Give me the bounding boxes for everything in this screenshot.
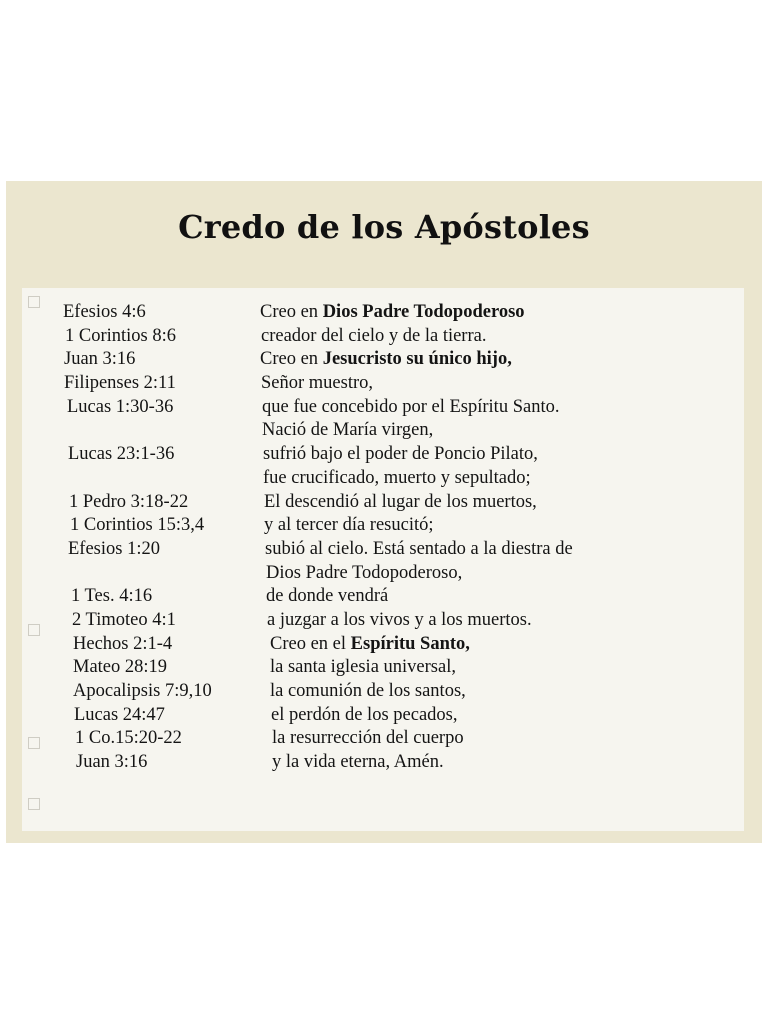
list-item: [22, 751, 744, 775]
scripture-reference: 1 Tes. 4:16: [71, 586, 153, 607]
creed-line: fue crucificado, muerto y sepultado;: [263, 467, 531, 488]
bleed-checkbox-mark: [28, 798, 40, 810]
scripture-reference: 1 Corintios 8:6: [65, 325, 177, 346]
scripture-reference: Efesios 4:6: [63, 302, 146, 322]
page-title: Credo de los Apóstoles: [178, 208, 590, 246]
list-item: [22, 467, 744, 491]
scripture-reference: Lucas 23:1-36: [68, 444, 175, 465]
creed-line: y la vida eterna, Amén.: [272, 752, 444, 773]
scripture-reference: Filipenses 2:11: [64, 373, 176, 394]
creed-line: El descendió al lugar de los muertos,: [264, 491, 537, 512]
list-item: [22, 491, 744, 515]
creed-line: el perdón de los pecados,: [271, 704, 458, 725]
scripture-reference: Hechos 2:1-4: [73, 633, 173, 654]
list-item: [22, 633, 744, 657]
list-item: [22, 538, 744, 562]
creed-list: [22, 301, 744, 775]
creed-line: sufrió bajo el poder de Poncio Pilato,: [263, 444, 538, 465]
creed-line: Creo en el Espíritu Santo,: [270, 633, 470, 654]
creed-line: Creo en Dios Padre Todopoderoso: [260, 302, 525, 322]
creed-line: de donde vendrá: [266, 586, 389, 607]
list-item: [22, 656, 744, 680]
list-item: [22, 396, 744, 420]
creed-line: a juzgar a los vivos y a los muertos.: [267, 609, 532, 630]
scripture-reference: 1 Co.15:20-22: [75, 728, 182, 749]
scripture-reference: Juan 3:16: [64, 349, 136, 370]
list-item: [22, 609, 744, 633]
list-item: [22, 325, 744, 349]
list-item: [22, 727, 744, 751]
creed-line: Nació de María virgen,: [262, 420, 434, 441]
creed-line: creador del cielo y de la tierra.: [261, 325, 487, 346]
scripture-reference: 1 Corintios 15:3,4: [70, 515, 205, 536]
list-item: [22, 562, 744, 586]
list-item: [22, 704, 744, 728]
scripture-reference: Mateo 28:19: [73, 657, 168, 678]
list-item: [22, 585, 744, 609]
list-item: [22, 443, 744, 467]
scripture-reference: Apocalipsis 7:9,10: [73, 681, 212, 701]
scanned-page: [22, 288, 744, 831]
creed-line: la comunión de los santos,: [270, 681, 466, 701]
scripture-reference: 2 Timoteo 4:1: [72, 609, 176, 630]
scripture-reference: Efesios 1:20: [68, 538, 160, 559]
list-item: [22, 680, 744, 704]
scripture-reference: Lucas 1:30-36: [67, 396, 174, 417]
creed-line: subió al cielo. Está sentado a la diestra de: [265, 538, 573, 559]
creed-line: Creo en Jesucristo su único hijo,: [260, 349, 512, 370]
creed-line: y al tercer día resucitó;: [264, 515, 434, 536]
slide: [6, 181, 762, 843]
list-item: [22, 514, 744, 538]
list-item: [22, 301, 744, 325]
scripture-reference: Juan 3:16: [76, 752, 148, 773]
list-item: [22, 348, 744, 372]
list-item: [22, 372, 744, 396]
creed-line: Dios Padre Todopoderoso,: [266, 562, 463, 583]
creed-line: la santa iglesia universal,: [270, 657, 456, 678]
creed-line: que fue concebido por el Espíritu Santo.: [262, 396, 560, 417]
scripture-reference: Lucas 24:47: [74, 704, 165, 725]
scripture-reference: 1 Pedro 3:18-22: [69, 491, 189, 512]
creed-line: Señor muestro,: [261, 373, 374, 394]
list-item: [22, 419, 744, 443]
creed-line: la resurrección del cuerpo: [272, 728, 464, 749]
